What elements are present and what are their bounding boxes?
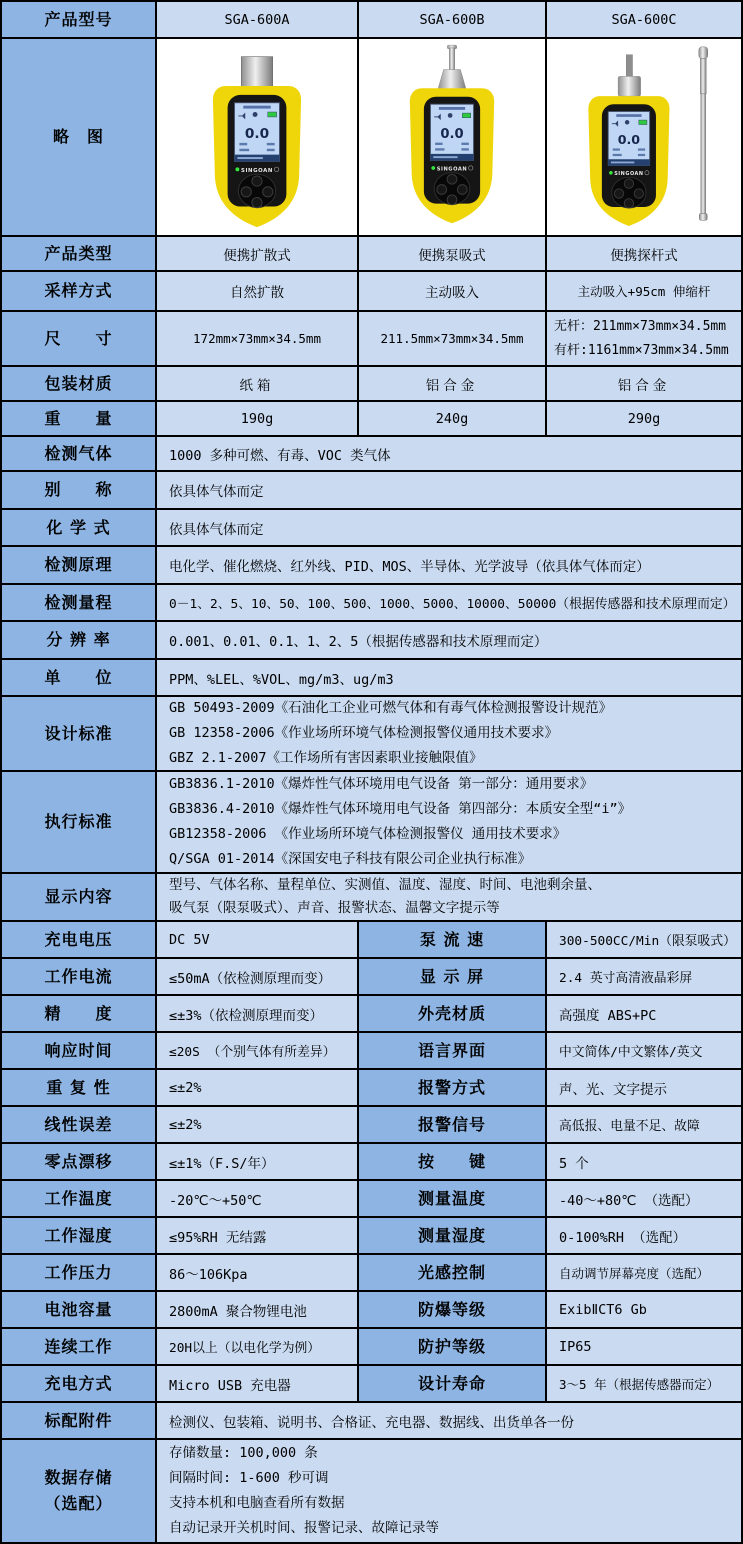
alarm-mode-value: 声、光、文字提示 [547,1070,743,1107]
probe-tube [626,55,632,78]
screen-small-text [267,143,275,145]
exec-standard-line: GB3836.1-2010《爆炸性气体环境用电气设备 第一部分：通用要求》 [169,776,594,792]
row-label-continuous-work: 连续工作 [2,1329,157,1366]
row-label-principle: 检测原理 [2,547,157,585]
language-value: 中文简体/中文繁体/英文 [547,1033,743,1070]
screen-small-text [267,149,275,151]
row-label-alarm-mode: 报警方式 [359,1070,547,1107]
row-label-alias: 别 称 [2,472,157,510]
accessories-value: 检测仪、包装箱、说明书、合格证、充电器、数据线、出货单各一份 [157,1403,743,1440]
row-label-linearity-error: 线性误差 [2,1107,157,1144]
row-label-design-life: 设计寿命 [359,1366,547,1403]
row-label-exec-standard: 执行标准 [2,772,157,874]
data-storage-label-line1: 数据存储 [44,1468,113,1488]
range-value: 0－1、2、5、10、50、100、500、1000、5000、10000、50000（根据传感器和技术原理而定） [157,585,743,622]
screen-reading: 0.0 [244,125,270,142]
screen-small-text [638,154,645,156]
data-storage-value [157,1440,743,1544]
row-label-resolution: 分 辨 率 [2,622,157,660]
rod-base-cap [699,213,707,220]
exec-standard-line: GB3836.4-2010《爆炸性气体环境用电气设备 第四部分：本质安全型“i”》 [169,801,632,817]
response-time-value: ≤20S （个别气体有所差异） [157,1033,359,1070]
data-storage-label-line2: （选配） [44,1494,113,1513]
telescopic-rod [699,47,708,220]
rod-main-segment [701,94,706,214]
display-content-line: 吸气泵（限泵吸式）、声音、报警状态、温馨文字提示等 [169,900,500,916]
alias-value: 依具体气体而定 [157,472,743,510]
linearity-error-value: ≤±2% [157,1107,359,1144]
size-a: 172mm×73mm×34.5mm [157,312,359,367]
packaging-a: 纸箱 [157,367,359,402]
button-enter [624,199,633,208]
screen-title-bar [616,114,641,117]
fan-icon [448,113,453,118]
battery-icon [639,120,647,125]
row-label-size: 尺 寸 [2,312,157,367]
size-c-line2: 有杆:1161mm×73mm×34.5mm [554,342,729,358]
data-storage-line: 自动记录开关机时间、报警记录、故障记录等 [169,1520,439,1536]
row-label-language: 语言界面 [359,1033,547,1070]
formula-value: 依具体气体而定 [157,510,743,547]
screen-small-text [613,148,620,150]
device-body [588,55,669,226]
button-right [634,189,643,198]
rod-tip [699,47,708,59]
design-standard-line: GB 50493-2009《石油化工企业可燃气体和有毒气体检测报警设计规范》 [169,700,613,716]
packaging-c: 铝合金 [547,367,743,402]
row-label-measure-humidity: 测量湿度 [359,1218,547,1255]
exec-standard-value [157,772,743,874]
row-label-product-type: 产品类型 [2,237,157,272]
screen-small-text [239,149,249,151]
sketch-label: 略 图 [2,39,157,237]
row-label-measure-temp: 测量温度 [359,1181,547,1218]
weight-c: 290g [547,402,743,437]
data-storage-line: 间隔时间: 1-600 秒可调 [169,1470,329,1486]
fan-icon [625,120,630,125]
pump-flow-value: 300-500CC/Min（限泵吸式） [547,922,743,959]
row-label-working-humidity: 工作湿度 [2,1218,157,1255]
button-up [624,179,633,188]
packaging-b: 铝合金 [359,367,547,402]
model-b: SGA-600B [359,2,547,39]
light-control-value: 自动调节屏幕亮度（选配） [547,1255,743,1292]
display-screen-value: 2.4 英寸高清液晶彩屏 [547,959,743,996]
row-label-zero-drift: 零点漂移 [2,1144,157,1181]
charge-voltage-value: DC 5V [157,922,359,959]
row-label-design-standard: 设计标准 [2,697,157,772]
device-b-illustration [377,41,527,233]
design-standard-line: GBZ 2.1-2007《工作场所有害因素职业接触限值》 [169,750,483,766]
button-left [437,185,447,195]
row-label-battery-capacity: 电池容量 [2,1292,157,1329]
row-label-unit: 单 位 [2,660,157,697]
gases-value: 1000 多种可燃、有毒、VOC 类气体 [157,437,743,472]
row-label-sampling: 采样方式 [2,272,157,312]
led-indicator [235,167,239,171]
button-enter [252,198,262,208]
status-bar-text [611,162,634,164]
row-label-response-time: 响应时间 [2,1033,157,1070]
row-label-display-screen: 显 示 屏 [359,959,547,996]
exec-standard-line: GB12358-2006 《作业场所环境气体检测报警仪 通用技术要求》 [169,826,567,842]
row-label-weight: 重 量 [2,402,157,437]
row-label-accessories: 标配附件 [2,1403,157,1440]
row-label-working-current: 工作电流 [2,959,157,996]
probe-collar [618,76,641,96]
alarm-signal-value: 高低报、电量不足、故障 [547,1107,743,1144]
device-diffusion-image [157,39,359,237]
principle-value: 电化学、催化燃烧、红外线、PID、MOS、半导体、光学波导（依具体气体而定） [157,547,743,585]
button-up [252,176,262,186]
shell-material-value: 高强度 ABS+PC [547,996,743,1033]
screen-reading: 0.0 [440,126,464,142]
exec-standard-line: Q/SGA 01-2014《深国安电子科技有限公司企业执行标准》 [169,851,532,867]
row-label-charging-method: 充电方式 [2,1366,157,1403]
measure-humidity-value: 0-100%RH （选配） [547,1218,743,1255]
device-c-illustration [565,41,723,233]
size-c-line1: 无杆：211mm×73mm×34.5mm [554,318,727,334]
resolution-value: 0.001、0.01、0.1、1、2、5（根据传感器和技术原理而定） [157,622,743,660]
explosion-proof-value: ExibⅡCT6 Gb [547,1292,743,1329]
device-a-illustration [177,41,337,233]
row-label-pump-flow: 泵 流 速 [359,922,547,959]
screen-small-text [461,148,469,150]
sensor-cap [241,57,272,87]
zero-drift-value: ≤±1%（F.S/年） [157,1144,359,1181]
led-indicator [431,166,435,170]
design-standard-line: GB 12358-2006《作业场所环境气体检测报警仪通用技术要求》 [169,725,559,741]
working-temp-value: -20℃～+50℃ [157,1181,359,1218]
row-label-gases: 检测气体 [2,437,157,472]
charging-method-value: Micro USB 充电器 [157,1366,359,1403]
working-pressure-value: 86～106Kpa [157,1255,359,1292]
device-pump-image [359,39,547,237]
model-a: SGA-600A [157,2,359,39]
screen-title-bar [439,107,465,110]
row-label-protection-grade: 防护等级 [359,1329,547,1366]
protection-grade-value: IP65 [547,1329,743,1366]
sampling-b: 主动吸入 [359,272,547,312]
device-probe-image [547,39,743,237]
sampling-c: 主动吸入+95cm 伸缩杆 [547,272,743,312]
working-current-value: ≤50mA（依检测原理而变） [157,959,359,996]
battery-icon [268,112,277,117]
display-content-line: 型号、气体名称、量程单位、实测值、温度、湿度、时间、电池剩余量、 [169,877,601,893]
sampling-a: 自然扩散 [157,272,359,312]
size-b: 211.5mm×73mm×34.5mm [359,312,547,367]
status-bar-text [237,157,262,159]
row-label-range: 检测量程 [2,585,157,622]
probe-tube [449,48,455,70]
screen-small-text [435,148,444,150]
screen-small-text [638,148,645,150]
fan-icon [253,112,258,117]
row-label-buttons: 按 键 [359,1144,547,1181]
row-label-working-pressure: 工作压力 [2,1255,157,1292]
row-label-working-temp: 工作温度 [2,1181,157,1218]
led-indicator [609,171,613,175]
button-left [241,187,251,197]
row-label-accuracy: 精 度 [2,996,157,1033]
button-left [614,189,623,198]
row-label-display-content: 显示内容 [2,874,157,922]
battery-capacity-value: 2800mA 聚合物锂电池 [157,1292,359,1329]
size-c [547,312,743,367]
probe-collar [438,70,466,90]
weight-b: 240g [359,402,547,437]
screen-reading: 0.0 [617,131,641,147]
buttons-value: 5 个 [547,1144,743,1181]
battery-icon [462,113,470,118]
row-label-charge-voltage: 充电电压 [2,922,157,959]
model-c: SGA-600C [547,2,743,39]
brand-text: SINGOAN [241,167,273,174]
continuous-work-value: 20H以上（以电化学为例） [157,1329,359,1366]
design-standard-value [157,697,743,772]
button-up [447,174,457,184]
rod-upper-segment [700,59,706,94]
row-label-packaging: 包装材质 [2,367,157,402]
weight-a: 190g [157,402,359,437]
brand-text: SINGOAN [436,166,468,173]
row-label-alarm-signal: 报警信号 [359,1107,547,1144]
button-right [457,185,467,195]
screen-small-text [461,143,469,145]
screen-small-text [435,143,443,145]
screen-title-bar [243,106,270,109]
row-label-explosion-proof: 防爆等级 [359,1292,547,1329]
design-life-value: 3～5 年（根据传感器而定） [547,1366,743,1403]
status-bar-text [433,156,457,158]
unit-value: PPM、%LEL、%VOL、mg/m3、ug/m3 [157,660,743,697]
working-humidity-value: ≤95%RH 无结露 [157,1218,359,1255]
brand-text: SINGOAN [614,171,644,178]
repeatability-value: ≤±2% [157,1070,359,1107]
measure-temp-value: -40～+80℃ （选配） [547,1181,743,1218]
accuracy-value: ≤±3%（依检测原理而变） [157,996,359,1033]
data-storage-line: 支持本机和电脑查看所有数据 [169,1495,345,1511]
screen-small-text [239,143,247,145]
product-type-b: 便携泵吸式 [359,237,547,272]
row-label-formula: 化 学 式 [2,510,157,547]
data-storage-line: 存储数量: 100,000 条 [169,1445,318,1461]
row-label-repeatability: 重 复 性 [2,1070,157,1107]
product-type-c: 便携探杆式 [547,237,743,272]
display-content-value [157,874,743,922]
button-right [263,187,273,197]
product-type-a: 便携扩散式 [157,237,359,272]
screen-small-text [613,154,622,156]
row-label-shell-material: 外壳材质 [359,996,547,1033]
header-label: 产品型号 [2,2,157,39]
button-enter [447,195,457,205]
row-label-data-storage [2,1440,157,1544]
row-label-light-control: 光感控制 [359,1255,547,1292]
